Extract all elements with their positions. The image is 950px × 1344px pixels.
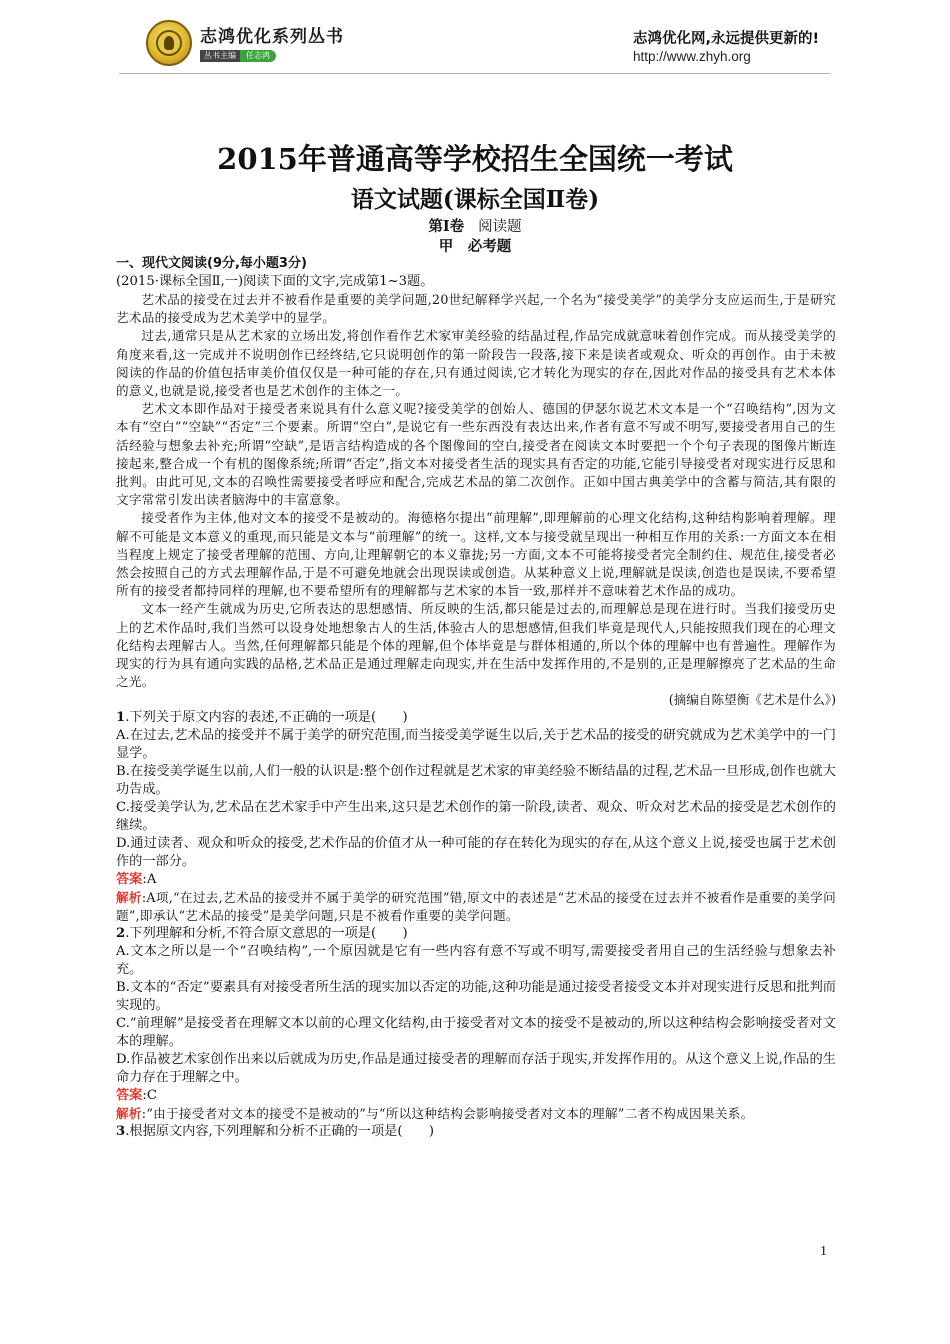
explanation-label: 解析 xyxy=(116,890,142,906)
answer-label: 答案 xyxy=(116,1088,143,1104)
passage-paragraph: 接受者作为主体,他对文本的接受不是被动的。海德格尔提出“前理解”,即理解前的心理文化结构,这种结构影响着理解。理解不可能是文本意义的重现,而只能是文本与“前理解”的统一。这样,文本与接受就呈现出一种相互作用的关系:一方面文本在相当程度上规定了接受者理解的范围、方向,让理解朝它的本义靠拢;另一方面,文本不可能将接受者完全制约住、规范住,接受者必然会按照自己的方式去理解作品,于是不可避免地就会出现误读或创造。从某种意义上说,理解就是误读,创造也是误读,不要希望所有的接受者都持同样的理解,也不要希望所有的理解都与艺术家的本旨一致,那样并不意味着艺术作品的成功。 xyxy=(116,510,836,599)
exam-subtitle: 语文试题(课标全国Ⅱ卷) xyxy=(350,186,600,213)
question-option: C.接受美学认为,艺术品在艺术家手中产生出来,这只是艺术创作的第一阶段,读者、观众、听众对艺术品的接受是艺术创作的继续。 xyxy=(116,800,836,834)
question-stem: 3.根据原文内容,下列理解和分析不正确的一项是( ) xyxy=(116,1124,434,1140)
question-option: B.在接受美学诞生以前,人们一般的认识是:整个创作过程就是艺术家的审美经验不断结晶的过程,艺术品一旦形成,创作也就大功告成。 xyxy=(116,764,836,798)
section-instruction: (2015·课标全国Ⅱ,一)阅读下面的文字,完成第1~3题。 xyxy=(116,274,434,289)
section-heading: 一、现代文阅读(9分,每小题3分) xyxy=(116,256,307,271)
series-editor-badge xyxy=(200,50,276,62)
exam-title: 2015年普通高等学校招生全国统一考试 xyxy=(217,142,733,176)
explanation-text: :“由于接受者对文本的接受不是被动的”与“所以这种结构会影响接受者对文本的理解”二者不构成因果关系。 xyxy=(141,1106,754,1122)
answer-value: :A xyxy=(142,872,157,888)
explanation xyxy=(116,1105,836,1123)
question-option: A.在过去,艺术品的接受并不属于美学的研究范围,而当接受美学诞生以后,关于艺术品的接受的研究就成为艺术美学中的一门显学。 xyxy=(116,728,836,762)
passage-paragraph: 过去,通常只是从艺术家的立场出发,将创作看作艺术家审美经验的结晶过程,作品完成就意味着创作完成。而从接受美学的角度来看,这一完成并不说明创作已经终结,它只说明创作的第一阶段告一段落,接下来是读者或观众、听众的再创作。由于未被阅读的作品的价值包括审美价值仅仅是一种可能的存在,只有通过阅读,它才转化为现实的存在,因此对作品的接受具有艺术本体的意义,也就是说,接受者也是艺术创作的主体之一。 xyxy=(116,328,836,399)
volume-heading xyxy=(0,215,950,236)
zhihong-seal-logo-icon xyxy=(146,20,192,66)
explanation-label: 解析 xyxy=(116,1106,142,1122)
header-slogan: 志鸿优化网,永远提供更新的! xyxy=(633,31,820,47)
question-option: D.通过读者、观众和听众的接受,艺术作品的价值才从一种可能的存在转化为现实的存在,从这个意义上说,接受也属于艺术创作的一部分。 xyxy=(116,836,836,870)
volume-name: 阅读题 xyxy=(478,219,522,235)
question-stem: 1.下列关于原文内容的表述,不正确的一项是( ) xyxy=(116,710,408,726)
volume-label: 第Ⅰ卷 xyxy=(428,218,465,235)
question-number: 3 xyxy=(116,1124,126,1140)
passage-paragraph: 文本一经产生就成为历史,它所表达的思想感情、所反映的生活,都只能是过去的,而理解总是现在进行时。当我们接受历史上的艺术作品时,我们当然可以设身处地想象古人的生活,体验古人的思想感情,但我们毕竟是现代人,只能按照我们现在的心理文化结构去理解古人。当然,任何理解都只能是个体的理解,但个体毕竟是与群体相通的,所以个体的理解中也有普遍性。理解作为现实的行为具有通向实践的品格,艺术品正是通过理解走向现实,并在生活中发挥作用的,不是别的,正是理解擦亮了艺术品的生命之光。 xyxy=(116,601,836,690)
passage-source: (摘编自陈望衡《艺术是什么》) xyxy=(668,692,836,708)
question-option: A.文本之所以是一个“召唤结构”,一个原因就是它有一些内容有意不写或不明写,需要接受者用自己的生活经验与想象去补充。 xyxy=(116,944,836,978)
explanation-text: :A项,“在过去,艺术品的接受并不属于美学的研究范围”错,原文中的表述是“艺术品的接受在过去并不被看作是重要的美学问题”,即承认“艺术品的接受”是美学问题,只是不被看作重要的美学问题。 xyxy=(116,890,836,924)
passage-paragraph: 艺术品的接受在过去并不被看作是重要的美学问题,20世纪解释学兴起,一个名为“接受美学”的美学分支应运而生,于是研究艺术品的接受成为艺术美学中的显学。 xyxy=(116,292,836,326)
question-stem: 2.下列理解和分析,不符合原文意思的一项是( ) xyxy=(116,926,408,942)
question-number: 2 xyxy=(116,926,126,942)
answer-value: :C xyxy=(142,1088,157,1104)
explanation xyxy=(116,889,836,925)
page-number: 1 xyxy=(820,1244,827,1259)
answer-label: 答案 xyxy=(116,872,143,888)
answer-line xyxy=(116,871,836,889)
question-option: D.作品被艺术家创作出来以后就成为历史,作品是通过接受者的理解而存活于现实,并发挥作用的。从这个意义上说,作品的生命力存在于理解之中。 xyxy=(116,1052,836,1086)
series-title: 志鸿优化系列丛书 xyxy=(200,27,344,47)
question-option: B.文本的“否定”要素具有对接受者所生活的现实加以否定的功能,这种功能是通过接受者接受文本并对现实进行反思和批判而实现的。 xyxy=(116,980,836,1014)
question-option: C.“前理解”是接受者在理解文本以前的心理文化结构,由于接受者对文本的接受不是被动的,所以这种结构会影响接受者对文本的理解。 xyxy=(116,1016,836,1050)
series-editor-label: 丛书主编 xyxy=(200,50,240,62)
page-header xyxy=(0,0,950,80)
series-editor-name: 任志鸿 xyxy=(240,50,276,62)
header-url[interactable]: http://www.zhyh.org xyxy=(633,49,751,64)
document-body xyxy=(116,255,836,1141)
answer-line xyxy=(116,1087,836,1105)
question-number: 1 xyxy=(116,710,126,726)
passage-paragraph: 艺术文本即作品对于接受者来说具有什么意义呢?接受美学的创始人、德国的伊瑟尔说艺术文本是一个“召唤结构”,因为文本有“空白”“空缺”“否定”三个要素。所谓“空白”,是说它有一些东西没有表达出来,作者有意不写或不明写,要接受者用自己的生活经验与想象去补充;所谓“空缺”,是语言结构造成的各个图像间的空白,接受者在阅读文本时要把一个个句子表现的图像片断连接起来,整合成一个有机的图像系统;所谓“否定”,指文本对接受者生活的现实具有否定的功能,它能引导接受者对现实进行反思和批判。由此可见,文本的召唤性需要接受者呼应和配合,完成艺术品的第二次创作。正如中国古典美学中的含蓄与简洁,其有限的文字常常引发出读者脑海中的丰富意象。 xyxy=(116,401,836,508)
part-heading: 甲 必考题 xyxy=(438,238,512,255)
header-divider xyxy=(119,73,831,74)
